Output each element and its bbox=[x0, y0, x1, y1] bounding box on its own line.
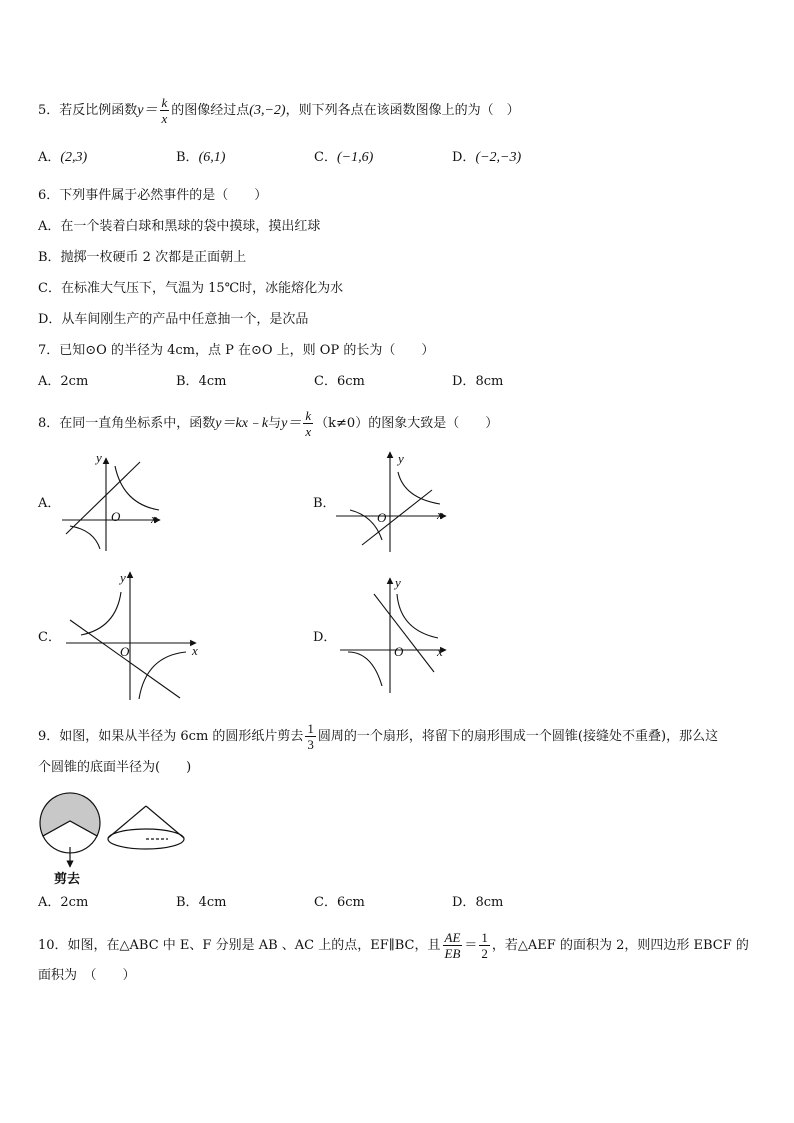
q6-option-b: B．抛掷一枚硬币 2 次都是正面朝上 bbox=[38, 250, 247, 265]
q7-stem: 7．已知⊙O 的半径为 4cm，点 P 在⊙O 上，则 OP 的长为（ ） bbox=[38, 343, 435, 358]
graph-c-branch-1 bbox=[81, 592, 121, 635]
q9-figure bbox=[30, 784, 220, 884]
q9-option-c: C．6cm bbox=[314, 895, 365, 910]
q5-fraction: $\frac{k}{x}$ bbox=[161, 95, 168, 126]
q6-option-d: D．从车间刚生产的产品中任意抽一个，是次品 bbox=[38, 312, 309, 327]
graph-d-branch-2 bbox=[348, 652, 382, 686]
graph-a-branch-2 bbox=[70, 526, 100, 549]
q5-func-y: y bbox=[137, 103, 144, 118]
q9-option-b: B．4cm bbox=[176, 895, 227, 910]
q8-graph-c-label: C． bbox=[38, 630, 61, 645]
graph-a-origin: O bbox=[111, 509, 121, 524]
graph-d-line bbox=[374, 594, 434, 672]
q10-fraction-ae-eb: $\frac{AE}{EB}$ bbox=[444, 930, 461, 961]
q8-graphs bbox=[0, 445, 794, 705]
q5-option-c: C．(−1,6) bbox=[314, 150, 374, 165]
graph-a-branch-1 bbox=[115, 466, 159, 510]
graph-b-origin: O bbox=[377, 510, 387, 525]
graph-a bbox=[62, 458, 160, 551]
graph-a-line bbox=[66, 462, 140, 534]
q8-graph-d-label: D． bbox=[313, 630, 337, 645]
q5-option-b: B．(6,1) bbox=[176, 150, 226, 165]
q9-option-d: D．8cm bbox=[452, 895, 504, 910]
q6-option-a: A．在一个装着白球和黑球的袋中摸球，摸出红球 bbox=[38, 219, 321, 234]
q10-stem: 10．如图，在△ABC 中 E、F 分别是 AB 、AC 上的点，EF∥BC，且 $\frac{AE}{EB}$ ＝ $\frac{1}{2}$ ，若△AEF 的面积为 2，则四边形 EBCF 的 bbox=[38, 930, 749, 961]
q8-graph-a-label: A． bbox=[38, 496, 61, 511]
q10-stem-line2: 面积为 （ ） bbox=[38, 968, 136, 983]
q6-stem: 6．下列事件属于必然事件的是（ ） bbox=[38, 188, 268, 203]
graph-c-x-label: x bbox=[192, 643, 198, 658]
q10-fraction-half: $\frac{1}{2}$ bbox=[481, 930, 488, 961]
graph-d-y-label: y bbox=[395, 575, 401, 590]
graph-d-x-label: x bbox=[437, 644, 443, 659]
graph-a-y-label: y bbox=[96, 450, 102, 465]
q5-option-d: D．(−2,−3) bbox=[452, 150, 522, 165]
q9-stem-line2: 个圆锥的底面半径为( ) bbox=[38, 760, 192, 775]
q7-option-b: B．4cm bbox=[176, 374, 227, 389]
q9-option-a: A．2cm bbox=[38, 895, 89, 910]
q5-stem: 5．若反比例函数y＝ $\frac{k}{x}$ 的图像经过点(3,−2)，则下列各点在该函数图像上的为（ ） bbox=[38, 95, 520, 126]
graph-b-x-label: x bbox=[437, 507, 443, 522]
q5-option-a: A．(2,3) bbox=[38, 150, 88, 165]
graph-d bbox=[340, 578, 446, 693]
q7-option-c: C．6cm bbox=[314, 374, 365, 389]
graph-b-y-label: y bbox=[398, 451, 404, 466]
q6-option-c: C．在标准大气压下，气温为 15℃时，冰能熔化为水 bbox=[38, 281, 344, 296]
graph-b-branch-1 bbox=[398, 472, 440, 504]
q8-func1: y＝kx﹣k bbox=[215, 416, 269, 431]
q5-point: (3,−2) bbox=[249, 103, 286, 118]
graph-c-y-label: y bbox=[120, 570, 126, 585]
q7-option-a: A．2cm bbox=[38, 374, 89, 389]
graph-b bbox=[336, 452, 446, 552]
q9-stem: 9．如图，如果从半径为 6cm 的圆形纸片剪去 $\frac{1}{3}$ 圆周的一个扇形，将留下的扇形围成一个圆锥(接缝处不重叠)，那么这 bbox=[38, 721, 719, 752]
graph-c-origin: O bbox=[120, 644, 130, 659]
graph-c-branch-2 bbox=[139, 652, 186, 699]
q8-condition: （k≠0） bbox=[315, 416, 369, 431]
q9-cut-label: 剪去 bbox=[54, 872, 81, 887]
q8-fraction: $\frac{k}{x}$ bbox=[305, 408, 312, 439]
graph-a-x-label: x bbox=[151, 511, 157, 526]
graph-d-origin: O bbox=[394, 644, 404, 659]
q7-option-d: D．8cm bbox=[452, 374, 504, 389]
q9-fraction: $\frac{1}{3}$ bbox=[307, 721, 314, 752]
q8-graph-b-label: B． bbox=[313, 496, 336, 511]
graph-c bbox=[66, 572, 196, 700]
q8-stem: 8．在同一直角坐标系中，函数y＝kx﹣k与y＝ $\frac{k}{x}$ （k≠0）的图象大致是（ ） bbox=[38, 408, 499, 439]
